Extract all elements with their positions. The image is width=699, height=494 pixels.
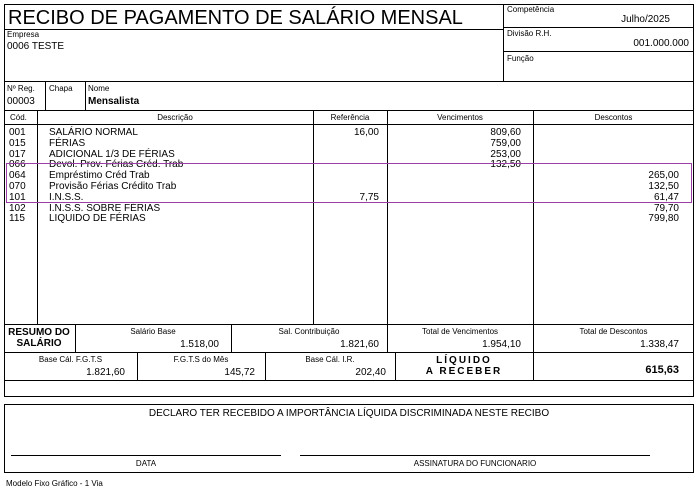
divisao-label: Divisão R.H. [507, 29, 552, 38]
table-row-vencimentos: 759,00 [490, 137, 521, 149]
liquido-label: LÍQUIDO [436, 355, 492, 366]
base-ir-value: 202,40 [355, 367, 386, 378]
table-row-referencia [313, 203, 379, 214]
divider [4, 81, 694, 82]
table-row-descricao: FÉRIAS [49, 137, 86, 149]
table-row-cod: 001 [9, 127, 26, 138]
salario-base-value: 1.518,00 [180, 339, 219, 350]
total-descontos-label: Total de Descontos [579, 327, 648, 336]
table-row-referencia [313, 138, 379, 149]
table-row-referencia: 16,00 [353, 127, 379, 138]
sal-contribuicao-label: Sal. Contribuição [278, 327, 340, 336]
table-row-descricao: Devol. Prov. Férias Créd. Trab [49, 159, 184, 171]
liquido-label-2: A RECEBER [425, 366, 503, 377]
table-row-descricao: Provisão Férias Crédito Trab [49, 180, 177, 192]
liquido-value: 615,63 [645, 364, 679, 376]
table-row-vencimentos [387, 203, 521, 214]
divider [4, 380, 694, 381]
header-descontos: Descontos [594, 113, 633, 122]
table-row-cod: 115 [9, 213, 25, 225]
divider [85, 81, 86, 110]
table-row-cod: 070 [9, 180, 26, 192]
salario-base-label: Salário Base [130, 327, 176, 336]
table-row-vencimentos: 253,00 [490, 148, 521, 160]
divider [4, 124, 694, 125]
sal-contribuicao-value: 1.821,60 [340, 339, 379, 350]
signature-label: ASSINATURA DO FUNCIONARIO [413, 459, 537, 468]
total-vencimentos-value: 1.954,10 [482, 339, 521, 350]
selection-highlight [6, 163, 692, 203]
table-row-descricao: I.N.S.S. SOBRE FÉRIAS [49, 202, 161, 214]
funcao-label: Função [507, 54, 534, 63]
header-referencia: Referência [330, 113, 370, 122]
table-row-referencia: 7,75 [359, 191, 379, 203]
header-descricao: Descrição [157, 113, 193, 122]
total-vencimentos-label: Total de Vencimentos [421, 327, 499, 336]
resumo-label: RESUMO DO SALÁRIO [8, 327, 70, 349]
date-line [11, 455, 281, 456]
table-row-vencimentos [387, 213, 521, 224]
divider [4, 352, 694, 353]
table-row-cod: 102 [9, 202, 26, 214]
fgts-mes-value: 145,72 [224, 367, 255, 378]
table-row-referencia [313, 149, 379, 160]
table-row-descricao: SALÁRIO NORMAL [49, 127, 138, 138]
empresa-value: 0006 TESTE [7, 41, 65, 52]
table-row-vencimentos: 132,50 [490, 159, 521, 171]
nreg-label: Nº Reg. [7, 84, 35, 93]
table-row-descontos: 132,50 [648, 180, 679, 192]
table-row-descontos: 61,47 [653, 191, 679, 203]
table-row-descricao: ADICIONAL 1/3 DE FÉRIAS [49, 148, 175, 160]
table-row-cod: 066 [9, 159, 26, 171]
table-row-vencimentos: 809,60 [490, 127, 521, 138]
base-fgts-label: Base Cál. F.G.T.S [38, 355, 103, 364]
total-descontos-value: 1.338,47 [640, 339, 679, 350]
table-row-descricao: I.N.S.S. [49, 191, 84, 203]
divider [45, 81, 46, 110]
date-label: DATA [135, 459, 157, 468]
nome-value: Mensalista [88, 96, 140, 107]
table-row-descontos: 799,80 [648, 213, 679, 225]
divider [503, 4, 504, 82]
table-row-referencia [313, 213, 379, 224]
empresa-label: Empresa [7, 30, 40, 39]
table-row-cod: 017 [9, 148, 26, 160]
competencia-value: Julho/2025 [621, 14, 670, 25]
divider [4, 110, 694, 111]
footer-text: Modelo Fixo Gráfico - 1 Via [6, 479, 103, 488]
table-row-descontos [533, 138, 679, 149]
table-row-descontos: 265,00 [648, 170, 679, 182]
table-row-cod: 015 [9, 137, 26, 149]
page-title: RECIBO DE PAGAMENTO DE SALÁRIO MENSAL [8, 7, 463, 29]
table-row-cod: 064 [9, 170, 26, 182]
base-fgts-value: 1.821,60 [86, 367, 125, 378]
divisao-value: 001.000.000 [633, 38, 689, 49]
divider [503, 27, 694, 28]
table-row-descricao: Empréstimo Créd Trab [49, 170, 150, 182]
table-row-descontos [533, 127, 679, 138]
nreg-value: 00003 [7, 96, 35, 107]
chapa-label: Chapa [49, 84, 73, 93]
competencia-label: Competência [507, 5, 555, 14]
divider [37, 110, 38, 324]
signature-line [300, 455, 650, 456]
table-row-descontos [533, 149, 679, 160]
table-row-cod: 101 [9, 191, 26, 203]
divider [503, 51, 694, 52]
declaration-text: DECLARO TER RECEBIDO A IMPORTÂNCIA LÍQUIDA DISCRIMINADA NESTE RECIBO [148, 408, 550, 419]
table-row-descricao: LIQUIDO DE FÉRIAS [49, 213, 146, 225]
header-vencimentos: Vencimentos [437, 113, 483, 122]
header-cod: Cód. [10, 113, 27, 122]
nome-label: Nome [88, 84, 110, 93]
table-row-descontos: 79,70 [653, 202, 679, 214]
divider [4, 29, 503, 30]
fgts-mes-label: F.G.T.S do Mês [173, 355, 229, 364]
base-ir-label: Base Cál. I.R. [305, 355, 355, 364]
divider [4, 324, 694, 325]
